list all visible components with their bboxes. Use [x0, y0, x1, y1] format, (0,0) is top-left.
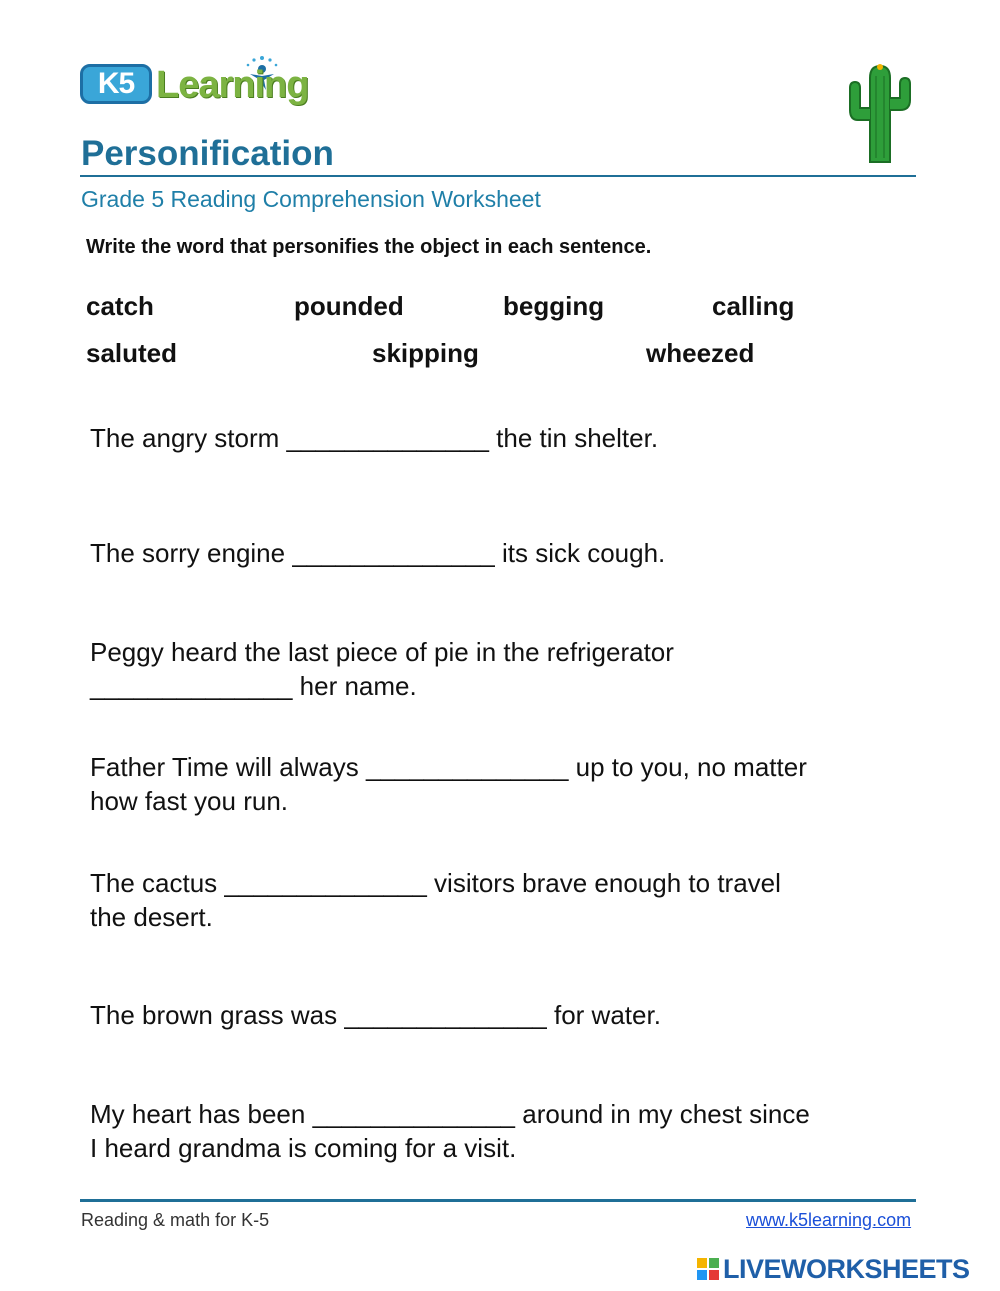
question-3[interactable]: Peggy heard the last piece of pie in the refrigerator ______________ her name.: [90, 637, 674, 701]
question-7[interactable]: My heart has been ______________ around in my chest since I heard grandma is coming for a visit.: [90, 1099, 810, 1163]
k5learning-link[interactable]: www.k5learning.com: [746, 1210, 912, 1230]
cactus-icon: [842, 58, 918, 164]
word-bank-item: saluted: [86, 338, 178, 368]
question-1[interactable]: The angry storm ______________ the tin shelter.: [90, 423, 659, 453]
instructions: Write the word that personifies the object in each sentence.: [86, 236, 652, 258]
question-4[interactable]: Father Time will always ______________ up to you, no matter how fast you run.: [90, 752, 807, 816]
header-divider: [80, 175, 916, 177]
page-title: Personification: [81, 134, 334, 173]
footer-divider: [80, 1199, 916, 1202]
worksheet-subtitle: Grade 5 Reading Comprehension Worksheet: [81, 186, 541, 212]
liveworksheets-logo-icon: [697, 1258, 719, 1280]
question-2[interactable]: The sorry engine ______________ its sick cough.: [90, 538, 666, 568]
word-bank-item: begging: [503, 291, 605, 321]
logo-wordmark: Learning: [156, 64, 309, 106]
footer-tagline: Reading & math for K-5: [81, 1210, 270, 1230]
word-bank-item: pounded: [294, 291, 404, 321]
k5-badge: K5: [80, 64, 152, 104]
question-5[interactable]: The cactus ______________ visitors brave enough to travel the desert.: [90, 868, 781, 932]
word-bank-item: calling: [712, 291, 795, 321]
word-bank-item: catch: [86, 291, 154, 321]
liveworksheets-text: LIVEWORKSHEETS: [723, 1254, 970, 1284]
word-bank-item: wheezed: [646, 338, 755, 368]
k5-learning-logo: [80, 52, 320, 116]
word-bank-item: skipping: [372, 338, 479, 368]
question-6[interactable]: The brown grass was ______________ for water.: [90, 1000, 661, 1030]
